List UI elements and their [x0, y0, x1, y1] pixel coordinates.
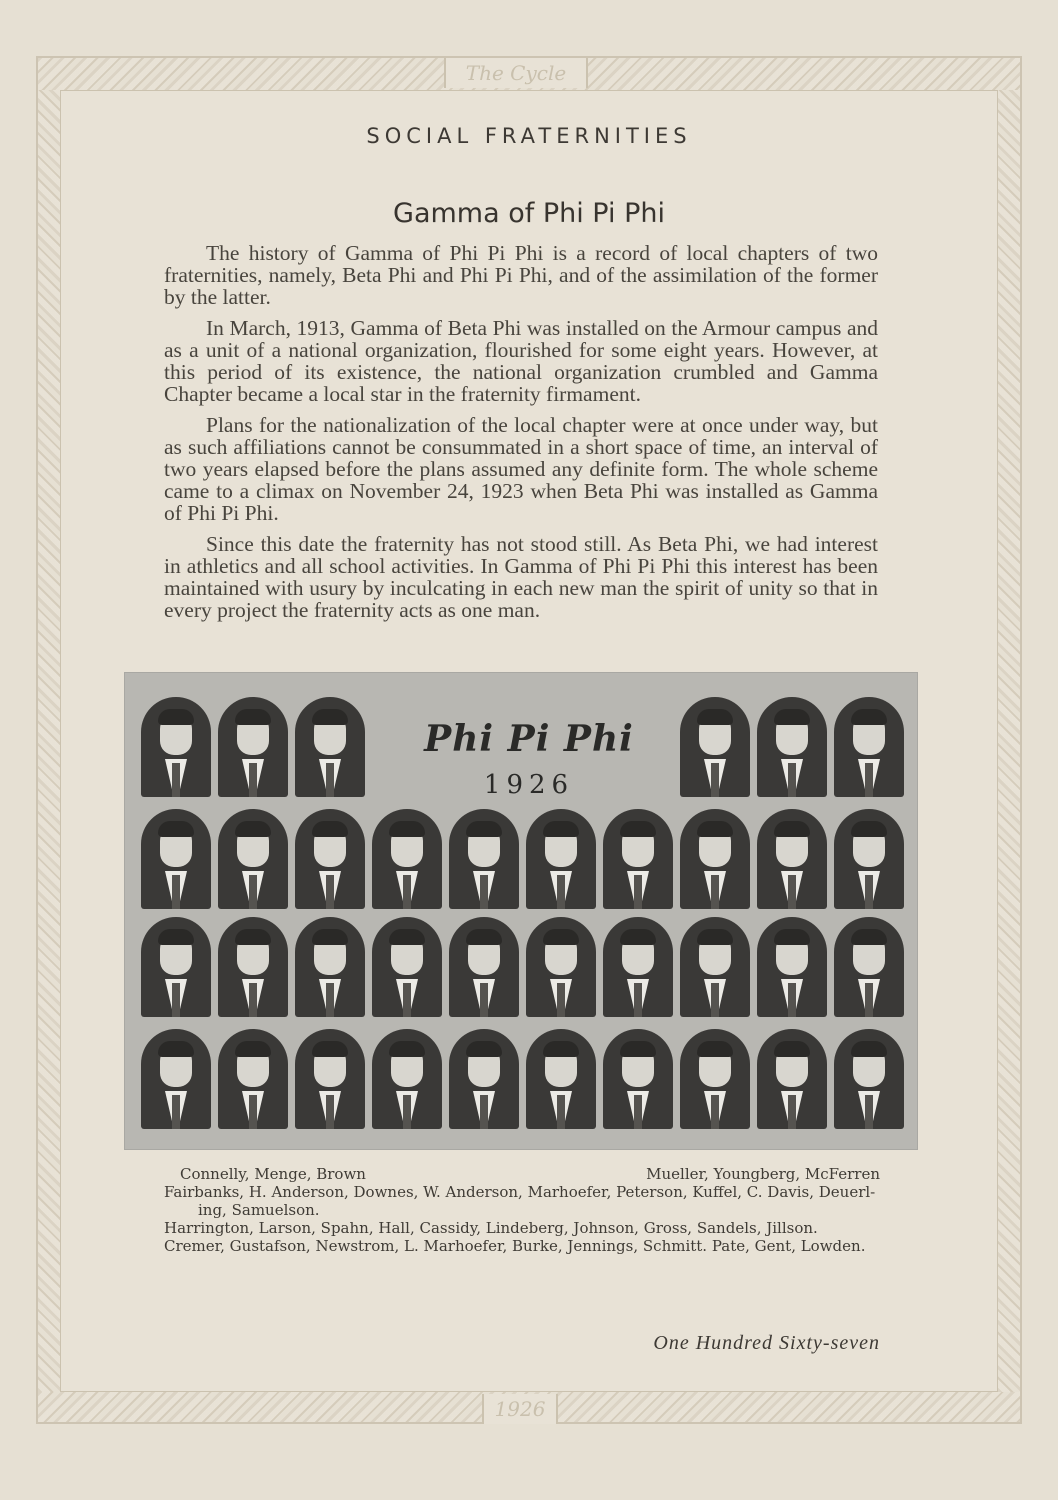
caption-row-3: Harrington, Larson, Spahn, Hall, Cassidy, Lindeberg, Johnson, Gross, Sandels, Jillson.	[164, 1219, 818, 1237]
member-portrait	[449, 809, 519, 909]
member-portrait	[141, 809, 211, 909]
member-portrait	[680, 1029, 750, 1129]
member-portrait	[141, 917, 211, 1017]
member-portrait	[295, 917, 365, 1017]
member-portrait	[603, 1029, 673, 1129]
member-portrait	[141, 1029, 211, 1129]
section-heading: SOCIAL FRATERNITIES	[366, 124, 692, 148]
member-portrait	[449, 917, 519, 1017]
member-portrait	[372, 809, 442, 909]
caption-top-left: Connelly, Menge, Brown	[180, 1165, 366, 1183]
photo-year: 1926	[483, 770, 575, 800]
member-portrait	[526, 809, 596, 909]
article-body	[164, 242, 878, 630]
member-portrait	[218, 917, 288, 1017]
member-portrait	[449, 1029, 519, 1129]
member-portrait	[834, 809, 904, 909]
caption-row-2-text: Fairbanks, H. Anderson, Downes, W. Anderson, Marhoefer, Peterson, Kuffel, C. Davis, Deuerl-	[164, 1183, 876, 1201]
photo-title: Phi Pi Phi	[424, 718, 634, 760]
member-portrait	[757, 917, 827, 1017]
caption-top-right: Mueller, Youngberg, McFerren	[646, 1165, 880, 1183]
article-title: Gamma of Phi Pi Phi	[393, 198, 665, 229]
member-portrait	[680, 809, 750, 909]
member-portrait	[526, 917, 596, 1017]
member-portrait	[526, 1029, 596, 1129]
header-label: The Cycle	[444, 58, 588, 88]
member-portrait	[603, 809, 673, 909]
member-portrait	[295, 809, 365, 909]
page-number: One Hundred Sixty-seven	[653, 1332, 880, 1354]
member-portrait	[218, 809, 288, 909]
footer-label: 1926	[482, 1394, 558, 1424]
member-portrait	[834, 1029, 904, 1129]
caption-row-2-continuation: ing, Samuelson.	[198, 1200, 320, 1219]
article-paragraph: Plans for the nationalization of the local chapter were at once under way, but as such affiliations cannot be consummated in a short space of time, an interval of two years elapsed before the plans assumed any definite form. The whole scheme came to a climax on November 24, 1923 when Beta Phi was installed as Gamma of Phi Pi Phi.	[164, 413, 878, 525]
member-portrait	[372, 917, 442, 1017]
member-portrait	[680, 917, 750, 1017]
member-portrait	[603, 917, 673, 1017]
article-paragraph: Since this date the fraternity has not stood still. As Beta Phi, we had interest in athletics and all school activities. In Gamma of Phi Pi Phi this interest has been maintained with usury by inculcating in each new man the spirit of unity so that in every project the fraternity acts as one man.	[164, 532, 878, 622]
caption-row-2	[164, 1184, 880, 1219]
member-portrait	[757, 1029, 827, 1129]
member-portrait	[372, 1029, 442, 1129]
member-portrait	[834, 917, 904, 1017]
caption-row-1	[164, 1166, 880, 1184]
article-paragraph: In March, 1913, Gamma of Beta Phi was installed on the Armour campus and as a unit of a national organization, flourished for some eight years. However, at this period of its existence, the national organization crumbled and Gamma Chapter became a local star in the fraternity firmament.	[164, 316, 878, 406]
member-portrait	[218, 1029, 288, 1129]
member-portrait	[757, 809, 827, 909]
caption-row-4: Cremer, Gustafson, Newstrom, L. Marhoefer, Burke, Jennings, Schmitt. Pate, Gent, Lowden.	[164, 1237, 866, 1255]
article-paragraph: The history of Gamma of Phi Pi Phi is a record of local chapters of two fraternities, namely, Beta Phi and Phi Pi Phi, and of the assimilation of the former by the latter.	[164, 241, 878, 309]
member-portrait	[295, 1029, 365, 1129]
